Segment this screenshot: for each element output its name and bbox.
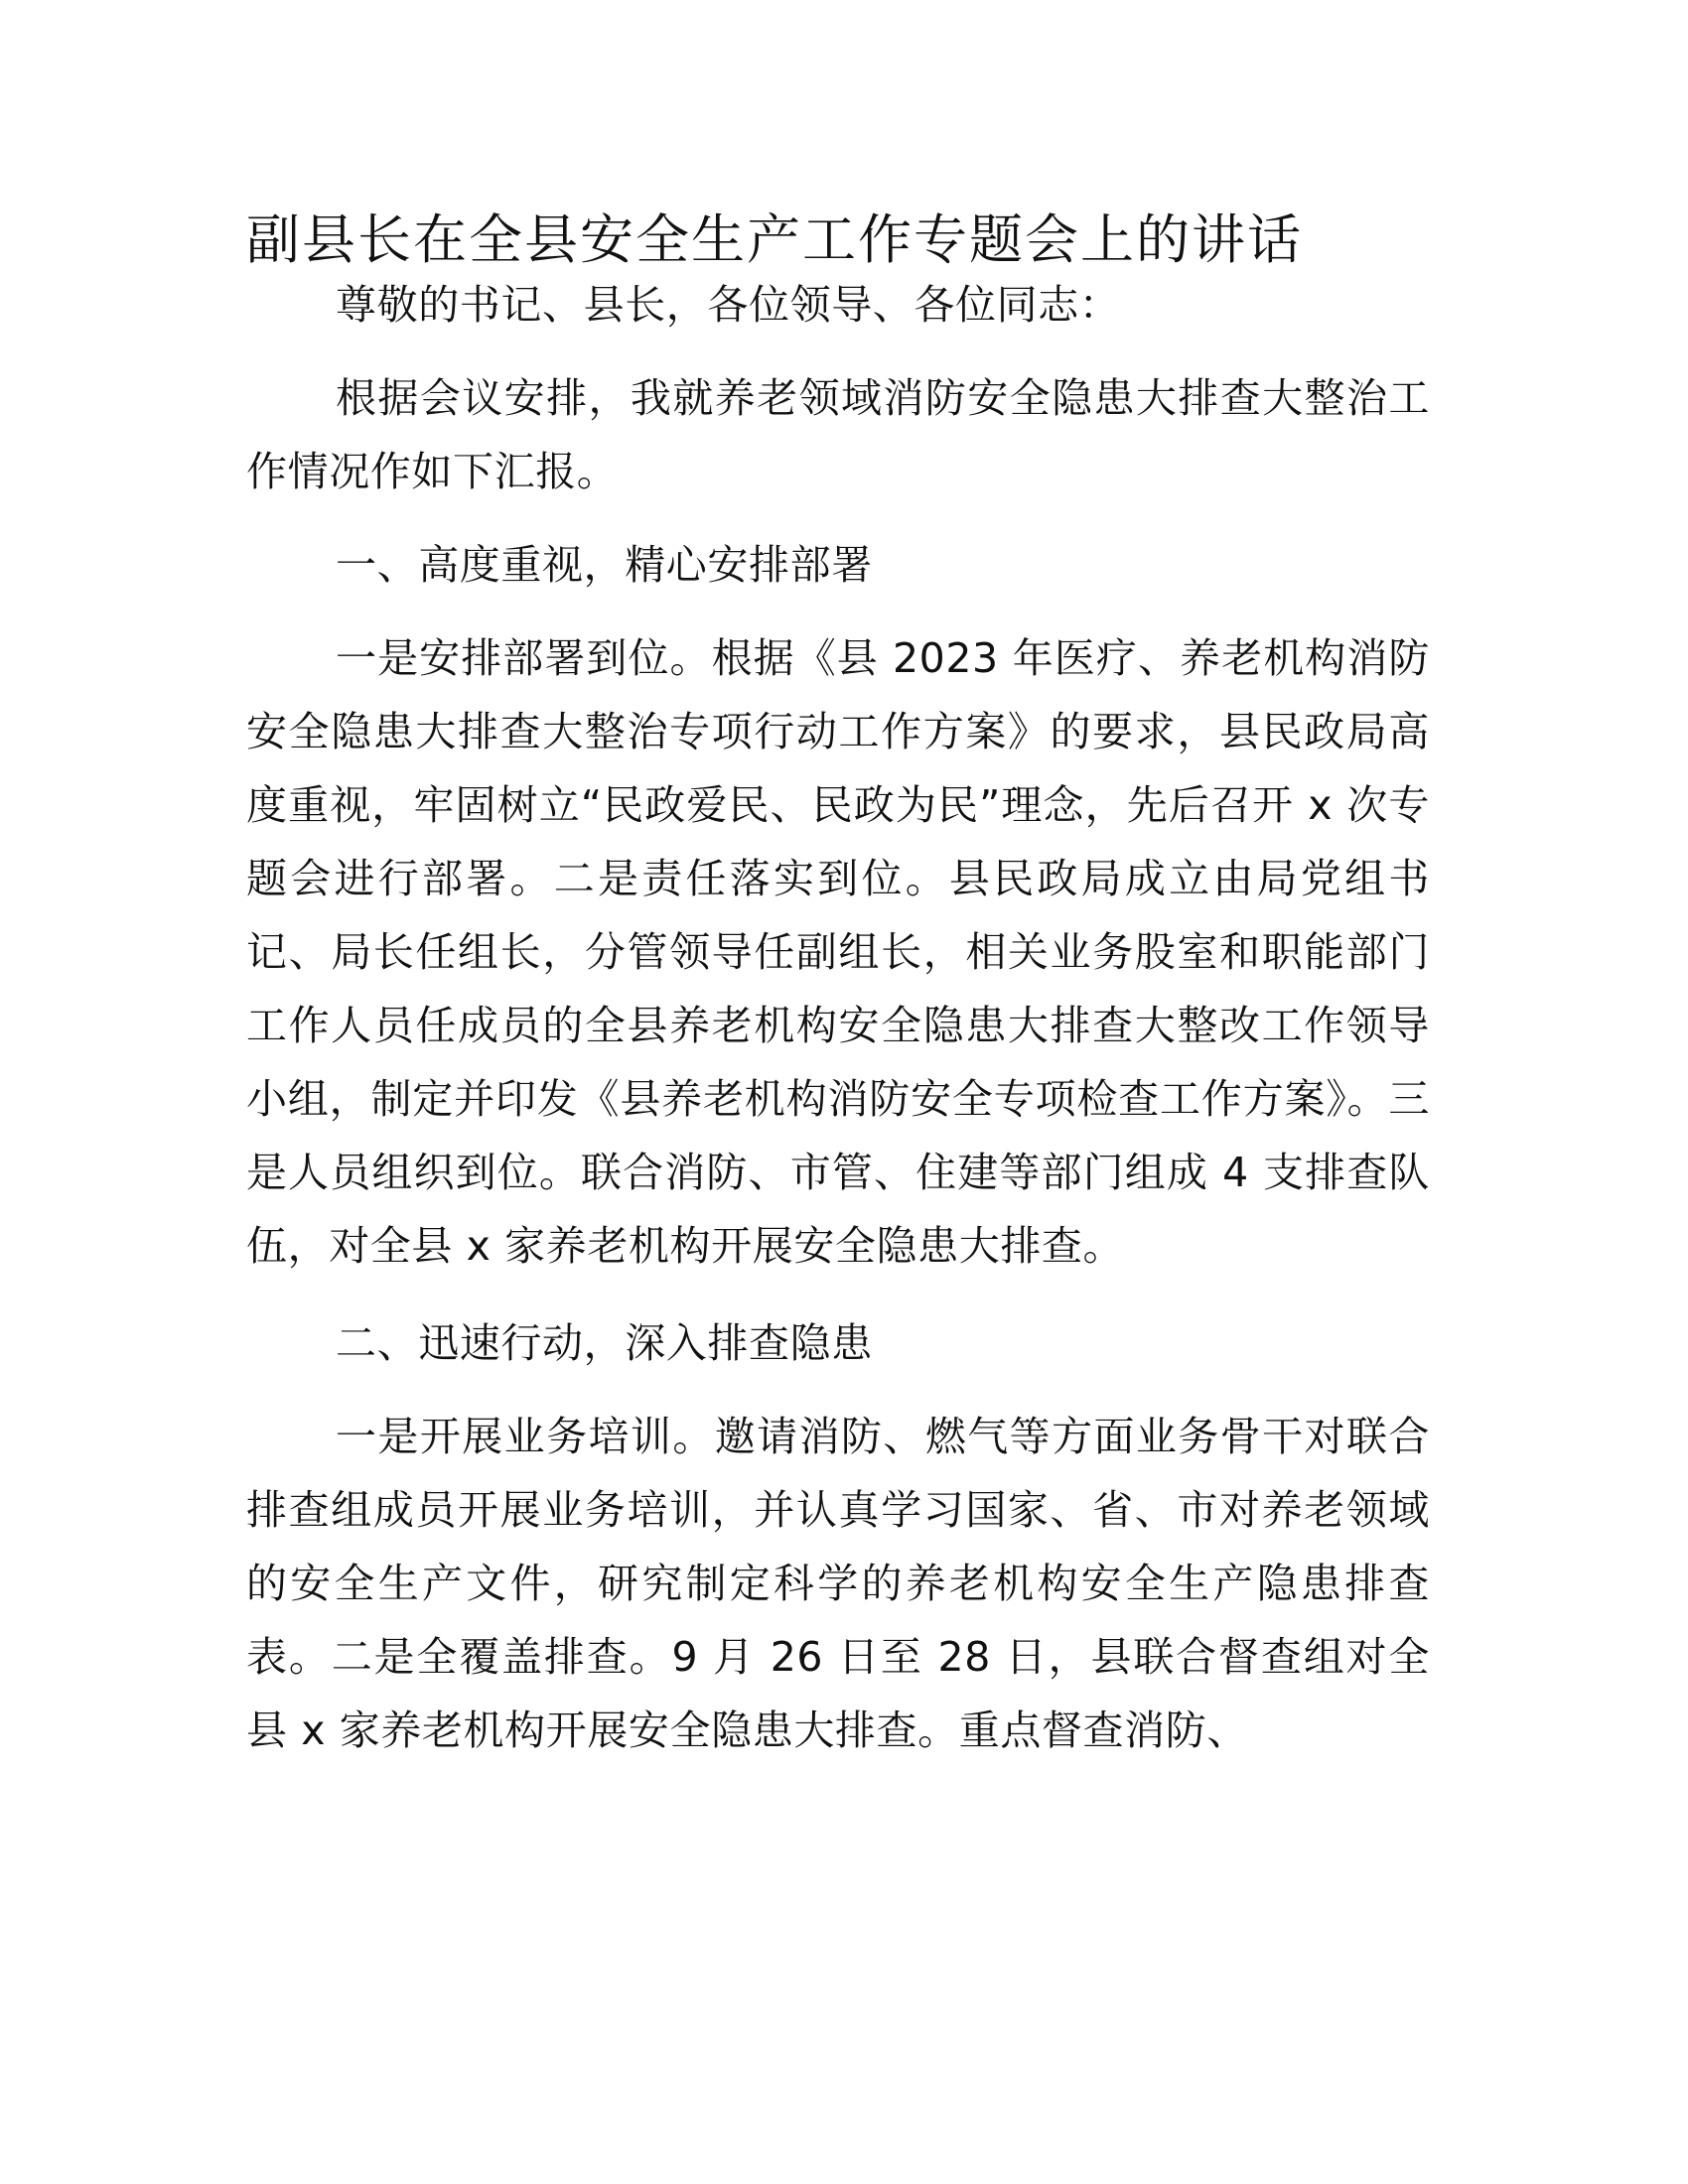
- section-1-paragraph: 一是安排部署到位。根据《县 2023 年医疗、养老机构消防安全隐患大排查大整治专项行动工作方案》的要求，县民政局高度重视，牢固树立“民政爱民、民政为民”理念，先后召开 x 次专题会进行部署。二是责任落实到位。县民政局成立由局党组书记、局长任组长，分管领导任副组长，相关业务股室和职能部门工作人员任成员的全县养老机构安全隐患大排查大整改工作领导小组，制定并印发《县养老机构消防安全专项检查工作方案》。三是人员组织到位。联合消防、市管、住建等部门组成 4 支排查队伍，对全县 x 家养老机构开展安全隐患大排查。: [246, 634, 1430, 1270]
- section-heading-1: 一、高度重视，精心安排部署: [336, 541, 873, 589]
- section-2-paragraph: 一是开展业务培训。邀请消防、燃气等方面业务骨干对联合排查组成员开展业务培训，并认真学习国家、省、市对养老领域的安全生产文件，研究制定科学的养老机构安全生产隐患排查表。二是全覆盖排查。9 月 26 日至 28 日，县联合督查组对全县 x 家养老机构开展安全隐患大排查。重点督查消防、: [246, 1413, 1430, 1754]
- document-title: 副县长在全县安全生产工作专题会上的讲话: [246, 208, 1303, 271]
- intro-paragraph: 根据会议安排，我就养老领域消防安全隐患大排查大整治工作情况作如下汇报。: [246, 374, 1430, 495]
- section-heading-2: 二、迅速行动，深入排查隐患: [336, 1319, 873, 1367]
- salutation-paragraph: 尊敬的书记、县长，各位领导、各位同志：: [336, 281, 1121, 329]
- document-body: [246, 268, 1430, 1767]
